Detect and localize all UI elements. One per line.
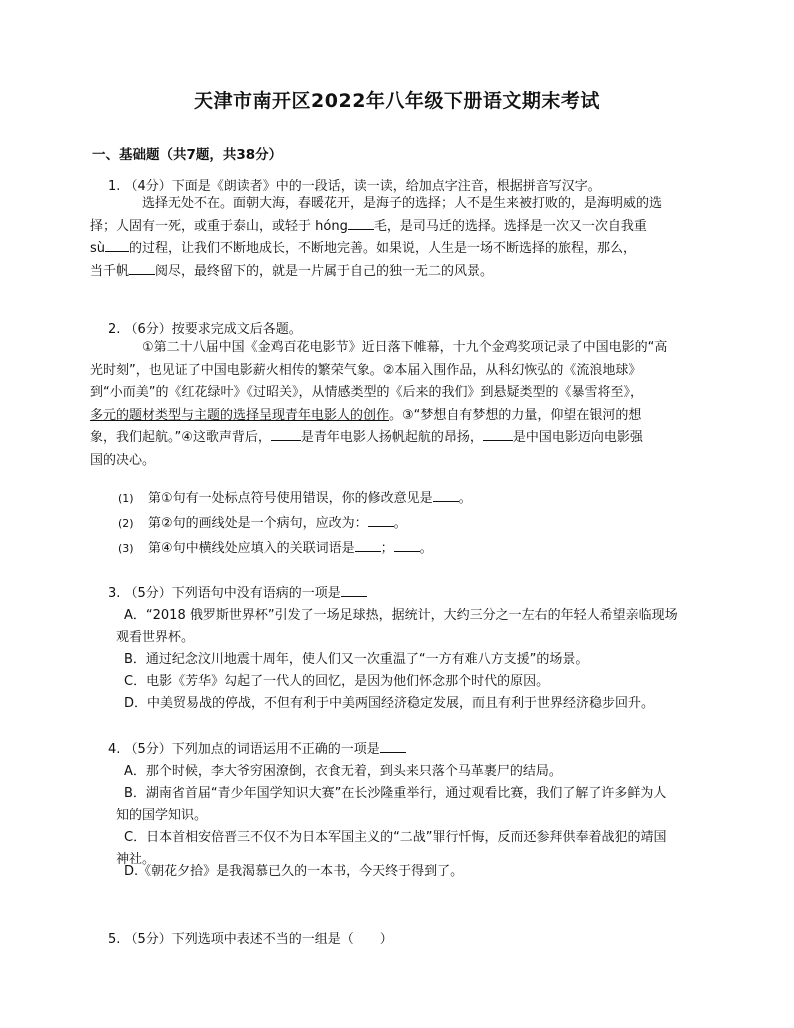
question-1-passage [90, 193, 711, 283]
passage-line: 象，我们起航。”④这歌声背后， [90, 430, 271, 445]
option-d[interactable]: D.《朝花夕拾》是我渴慕已久的一本书，今天终于得到了。 [124, 864, 464, 879]
answer-blank[interactable] [341, 584, 367, 597]
sub-question-3 [118, 537, 433, 556]
question-text: 4. （5分）下列加点的词语运用不正确的一项是 [108, 742, 380, 757]
option-a[interactable]: A．“2018 俄罗斯世界杯”引发了一场足球热，据统计，大约三分之一左右的年轻人希望亲临现场 [124, 608, 678, 623]
answer-blank[interactable] [348, 217, 374, 230]
question-3-heading [108, 582, 367, 601]
passage-line: 到“小而美”的《红花绿叶》《过昭关》，从情感类型的《后来的我们》到悬疑类型的《暴雪将至》， [90, 385, 643, 400]
sub-number: (3) [118, 542, 134, 555]
answer-blank[interactable] [483, 428, 513, 441]
option-c[interactable]: C．日本首相安倍晋三不仅不为日本军国主义的“二战”罪行忏悔，反而还参拜供奉着战犯的靖国 [124, 830, 667, 845]
passage-line: 光时刻”，也见证了中国电影薪火相传的繁荣气象。②本届入围作品，从科幻恢弘的《流浪地球》 [90, 362, 642, 378]
answer-blank[interactable] [129, 262, 155, 275]
sub-text: 第①句有一处标点符号使用错误，你的修改意见是 [148, 491, 433, 506]
option-c[interactable]: C．电影《芳华》勾起了一代人的回忆，是因为他们怀念那个时代的原因。 [124, 674, 550, 689]
question-5-heading: 5. （5分）下列选项中表述不当的一组是（ ） [108, 932, 393, 947]
option-b[interactable]: B．通过纪念汶川地震十周年，使人们又一次重温了“一方有难八方支援”的场景。 [124, 652, 589, 667]
passage-line: ①第二十八届中国《金鸡百花电影节》近日落下帷幕，十九个金鸡奖项记录了中国电影的“高 [142, 340, 668, 355]
sub-end: 。 [419, 541, 433, 556]
sub-number: (1) [118, 492, 134, 505]
sub-question-2 [118, 512, 407, 531]
passage-line: 毛，是司马迁的选择。选择是一次又一次自我重 [373, 218, 647, 234]
option-b[interactable]: B．湖南省首届“青少年国学知识大赛”在长沙隆重举行，通过观看比赛，我们了解了许多鲜为人 [124, 786, 667, 801]
passage-line: 阅尽，最终留下的，就是一片属于自己的独一无二的风景。 [155, 263, 494, 279]
option-c-continued: 神社。 [116, 852, 156, 867]
option-b-continued: 知的国学知识。 [116, 808, 208, 823]
answer-blank[interactable] [271, 428, 301, 441]
sub-question-1 [118, 487, 472, 506]
pinyin-text: sù [90, 241, 106, 256]
answer-blank[interactable] [380, 740, 406, 753]
question-1-heading: 1. （4分）下面是《朗读者》中的一段话，读一读，给加点字注音，根据拼音写汉字。 [108, 179, 601, 194]
sub-text: 第④句中横线处应填入的关联词语是 [148, 541, 355, 556]
passage-line: 是中国电影迈向电影强 [512, 430, 643, 445]
passage-line: 是青年电影人扬帆起航的昂扬， [300, 430, 483, 445]
sub-text: 第②句的画线处是一个病句，应改为： [148, 516, 368, 531]
option-d[interactable]: D．中美贸易战的停战，不但有利于中美两国经济稳定发展，而且有利于世界经济稳步回升。 [124, 696, 655, 711]
passage-line: 的过程，让我们不断地成长，不断地完善。如果说，人生是一场不断选择的旅程，那么， [129, 241, 637, 256]
option-a[interactable]: A．那个时候，李大爷穷困潦倒，衣食无着，到头来只落个马革裹尸的结局。 [124, 764, 562, 779]
passage-line: 当千帆 [90, 263, 130, 279]
answer-blank[interactable] [433, 489, 459, 502]
passage-line: 国的决心。 [90, 452, 156, 468]
sub-number: (2) [118, 517, 134, 530]
question-2-passage [90, 337, 711, 472]
passage-line: 选择无处不在。面朝大海，春暖花开，是海子的选择；人不是生来被打败的，是海明威的选 [142, 196, 663, 211]
passage-line: 择；人固有一死，或重于泰山，或轻于 hóng [90, 218, 348, 234]
answer-blank[interactable] [105, 239, 129, 252]
question-4-heading [108, 738, 406, 757]
exam-title: 天津市南开区2022年八年级下册语文期末考试 [194, 90, 600, 112]
question-2-heading: 2. （6分）按要求完成文后各题。 [108, 322, 302, 337]
answer-blank[interactable] [394, 539, 420, 552]
option-a-continued: 观看世界杯。 [116, 630, 195, 645]
answer-blank[interactable] [368, 514, 394, 527]
question-text: 3. （5分）下列语句中没有语病的一项是 [108, 586, 341, 601]
sub-mid: ； [380, 541, 394, 556]
answer-blank[interactable] [355, 539, 381, 552]
passage-line: 。③“梦想自有梦想的力量，仰望在银河的想 [389, 407, 642, 423]
sub-end: 。 [458, 491, 472, 506]
underlined-sentence: 多元的题材类型与主题的选择呈现青年电影人的创作 [90, 407, 390, 423]
sub-end: 。 [393, 516, 407, 531]
section-heading: 一、基础题（共7题，共38分） [92, 147, 283, 163]
